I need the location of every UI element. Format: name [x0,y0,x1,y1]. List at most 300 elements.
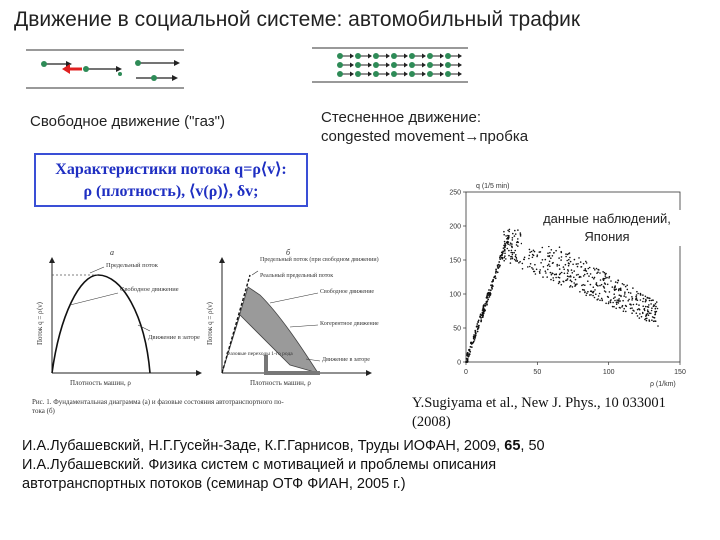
data-point [623,310,625,312]
data-point [560,251,562,253]
data-point [594,277,596,279]
data-point [599,300,601,302]
data-point [512,257,514,259]
fundamental-diagram-b [200,245,380,395]
free-flow-illustration [24,44,190,94]
data-point [534,251,536,253]
data-point [551,274,553,276]
data-point [558,277,560,279]
data-point [536,269,538,271]
data-point [636,303,638,305]
data-point [632,287,634,289]
data-point [586,293,588,295]
data-point [622,300,624,302]
data-point [504,255,506,257]
data-point [552,255,554,257]
data-point [635,296,637,298]
data-point [570,285,572,287]
data-point [614,296,616,298]
free-flow-label: Свободное движение ("газ") [30,113,225,130]
data-point [599,293,601,295]
data-point [592,292,594,294]
data-point [656,311,658,313]
characteristics-line1: Характеристики потока q=ρ⟨v⟩: [55,161,287,178]
data-point [573,282,575,284]
data-point [612,286,614,288]
data-point [647,306,649,308]
data-point [517,229,519,231]
data-point [573,270,575,272]
data-point [540,262,542,264]
data-point [605,275,607,277]
data-point [519,261,521,263]
data-point [568,259,570,261]
data-point [630,304,632,306]
data-point [623,295,625,297]
data-point [625,286,627,288]
data-point [584,292,586,294]
data-point [515,260,517,262]
data-point [548,256,550,258]
data-point [608,303,610,305]
data-point [570,261,572,263]
data-point [492,280,494,282]
y-tick-label: 150 [449,257,461,265]
data-point [636,291,638,293]
data-point [628,292,630,294]
data-point [562,281,564,283]
congested-label-en: congested movement→пробка [321,128,529,145]
data-point [598,295,600,297]
data-point [593,286,595,288]
data-point [645,318,647,320]
data-point [512,239,514,241]
data-point [495,272,497,274]
data-point [657,308,659,310]
y-tick-label: 50 [453,325,461,333]
data-point [646,297,648,299]
data-point [512,252,514,254]
data-point [601,298,603,300]
congested-label: Стесненное движение: [321,109,482,126]
data-point [646,314,648,316]
data-point [502,250,504,252]
data-point [522,268,524,270]
a-label-jam: Движение в заторе [148,334,200,341]
data-point [590,284,592,286]
car [427,62,433,68]
data-point [543,266,545,268]
data-point [656,301,658,303]
data-point [654,314,656,316]
data-point [639,317,641,319]
data-point [510,242,512,244]
data-point [610,302,612,304]
data-point [637,293,639,295]
data-point [648,311,650,313]
data-point [529,266,531,268]
data-point [638,304,640,306]
data-point [614,287,616,289]
data-point [613,293,615,295]
data-point [626,285,628,287]
data-point [607,284,609,286]
car-arrowhead [386,63,390,68]
data-point [558,283,560,285]
data-point [511,256,513,258]
data-point [642,305,644,307]
data-point [622,283,624,285]
data-point [537,254,539,256]
data-point [473,337,475,339]
car [373,71,379,77]
b-label-real-max: Реальный предельный поток [260,273,334,279]
data-point [531,251,533,253]
car-arrowhead [422,63,426,68]
car [427,53,433,59]
data-point [572,272,574,274]
data-point [553,280,555,282]
data-point [554,274,556,276]
data-point [568,263,570,265]
data-point [475,334,477,336]
data-point [586,262,588,264]
data-point [471,346,473,348]
data-point [564,273,566,275]
data-point [514,250,516,252]
data-point [618,302,620,304]
car-arrowhead [386,72,390,77]
data-point [550,257,552,259]
data-point [483,305,485,307]
data-point [650,313,652,315]
data-point [476,323,478,325]
data-point [545,272,547,274]
data-point [628,299,630,301]
data-point [487,292,489,294]
data-point [574,285,576,287]
data-point [595,293,597,295]
a-label-free: Свободное движение [120,286,179,293]
b-label-jam: Движение в заторе [322,357,370,363]
data-point [540,251,542,253]
data-point [632,298,634,300]
data-point [645,315,647,317]
data-point [640,299,642,301]
data-point [637,315,639,317]
data-point [535,273,537,275]
data-point [566,260,568,262]
data-point [625,296,627,298]
b-label-coherent: Когерентное движение [320,321,379,327]
a-ylabel: Поток q = ρ⟨v⟩ [36,301,44,345]
data-point [589,267,591,269]
reference-2: И.А.Лубашевский. Физика систем с мотивацией и проблемы описания [22,457,497,473]
car-arrowhead [458,72,462,77]
car-arrowhead [440,63,444,68]
data-point [585,261,587,263]
data-point [631,307,633,309]
data-point [610,280,612,282]
data-point [657,325,659,327]
data-point [508,250,510,252]
b-label-max-flow: Предельный поток (при свободном движении) [260,257,379,263]
data-point [542,247,544,249]
data-point [648,319,650,321]
car [391,71,397,77]
data-point [616,299,618,301]
data-point [583,263,585,265]
car [409,71,415,77]
data-point [590,273,592,275]
data-point [565,256,567,258]
car-arrowhead [386,54,390,59]
data-point [588,275,590,277]
data-point [623,308,625,310]
data-point [532,257,534,259]
data-point [514,259,516,261]
data-point [605,303,607,305]
data-point [491,288,493,290]
b-label-free: Свободное движение [320,289,375,295]
data-point [553,252,555,254]
data-point [498,261,500,263]
congested-illustration [312,44,470,86]
data-point [643,298,645,300]
data-point [595,283,597,285]
data-point [614,288,616,290]
page-title: Движение в социальной системе: автомобильный трафик [14,8,581,31]
data-point [655,320,657,322]
data-point [556,265,558,267]
data-point [532,268,534,270]
data-point [637,309,639,311]
car-arrowhead [350,63,354,68]
data-point [546,276,548,278]
a-xlabel: Плотность машин, ρ [70,379,131,387]
data-point [503,260,505,262]
data-point [501,257,503,259]
car-arrowhead [422,72,426,77]
data-point [592,295,594,297]
data-point [644,308,646,310]
free-flow-cars [41,60,180,81]
data-point [512,237,514,239]
data-point [514,230,516,232]
data-point [511,246,513,248]
y-tick-label: 200 [449,223,461,231]
data-point [620,296,622,298]
car-arrowhead [404,54,408,59]
data-point [650,303,652,305]
data-point [575,279,577,281]
data-point [649,312,651,314]
data-point [504,245,506,247]
data-point [494,275,496,277]
data-point [497,266,499,268]
data-point [487,299,489,301]
data-point [647,309,649,311]
data-point [479,316,481,318]
data-point [653,317,655,319]
data-point [576,263,578,265]
data-point [527,266,529,268]
data-point [486,301,488,303]
data-point [639,313,641,315]
data-point [583,275,585,277]
data-point [508,237,510,239]
data-point [467,356,469,358]
data-point [558,257,560,259]
data-point [636,312,638,314]
data-point [556,264,558,266]
data-point [612,302,614,304]
data-point [559,281,561,283]
car [409,62,415,68]
data-point [605,273,607,275]
data-point [510,258,512,260]
car [445,71,451,77]
data-point [478,320,480,322]
data-point [499,257,501,259]
data-point [568,265,570,267]
characteristics-line2: ρ (плотность), ⟨v(ρ)⟩, δv; [83,183,259,200]
data-point [574,259,576,261]
data-point [642,301,644,303]
data-point [605,291,607,293]
data-point [584,274,586,276]
data-point [619,294,621,296]
data-point [517,245,519,247]
y-tick-label: 0 [457,359,461,367]
data-point [531,267,533,269]
figure-caption-2: тока (б) [32,407,55,415]
data-point [616,303,618,305]
data-point [599,272,601,274]
data-point [640,294,642,296]
data-point [503,234,505,236]
data-point [649,298,651,300]
data-point [469,349,471,351]
figure-caption-1: Рис. 1. Фундаментальная диаграмма (а) и фазовые состояния автотранспортного по- [32,398,284,406]
data-point [631,312,633,314]
data-point [639,309,641,311]
data-point [631,296,633,298]
panel-a-label: а [110,248,114,257]
data-point [651,307,653,309]
data-point [517,260,519,262]
data-point [490,284,492,286]
data-point [522,263,524,265]
data-point [507,243,509,245]
data-point [609,276,611,278]
scatter-ylabel: q (1/5 min) [476,183,510,190]
data-point [563,266,565,268]
y-tick-label: 100 [449,291,461,299]
data-point [590,290,592,292]
data-point [603,286,605,288]
data-point [549,252,551,254]
data-point [529,255,531,257]
data-point [516,258,518,260]
data-point [587,280,589,282]
data-point [585,295,587,297]
data-point [539,271,541,273]
data-point [652,299,654,301]
data-point [509,244,511,246]
reference-1: И.А.Лубашевский, Н.Г.Гусейн-Заде, К.Г.Гарнисов, Труды ИОФАН, 2009, 65, 50 [22,438,545,454]
data-point [585,268,587,270]
data-point [523,259,525,261]
data-point [529,251,531,253]
data-point [619,307,621,309]
car [391,62,397,68]
data-point [511,243,513,245]
data-point [602,271,604,273]
data-point [484,303,486,305]
data-point [513,252,515,254]
data-point [492,285,494,287]
data-point [559,268,561,270]
data-point [601,284,603,286]
data-point [490,289,492,291]
data-point [474,330,476,332]
data-point [555,250,557,252]
data-point [613,306,615,308]
data-point [645,296,647,298]
data-point [582,284,584,286]
data-point [632,310,634,312]
data-point [561,272,563,274]
data-point [645,306,647,308]
data-point [529,249,531,251]
data-point [576,283,578,285]
data-point [630,308,632,310]
data-point [504,249,506,251]
car-arrowhead [440,72,444,77]
data-point [474,339,476,341]
data-point [559,246,561,248]
observation-data-label: данные наблюдений, Япония [522,210,692,246]
data-point [586,270,588,272]
data-point [592,277,594,279]
data-point [528,258,530,260]
data-point [556,274,558,276]
data-point [495,270,497,272]
data-point [577,266,579,268]
car [337,71,343,77]
panel-b-label: б [286,248,291,257]
data-point [651,319,653,321]
data-point [534,264,536,266]
b-ylabel: Поток q = ρ⟨v⟩ [206,301,214,345]
data-point [609,291,611,293]
data-point [467,358,469,360]
data-point [475,332,477,334]
data-point [648,304,650,306]
data-point [565,264,567,266]
car [355,62,361,68]
data-point [503,257,505,259]
data-point [518,262,520,264]
data-point [467,353,469,355]
data-point [567,275,569,277]
characteristics-box [34,153,308,207]
data-point [547,265,549,267]
car-arrowhead [350,72,354,77]
data-point [642,312,644,314]
data-point [570,276,572,278]
